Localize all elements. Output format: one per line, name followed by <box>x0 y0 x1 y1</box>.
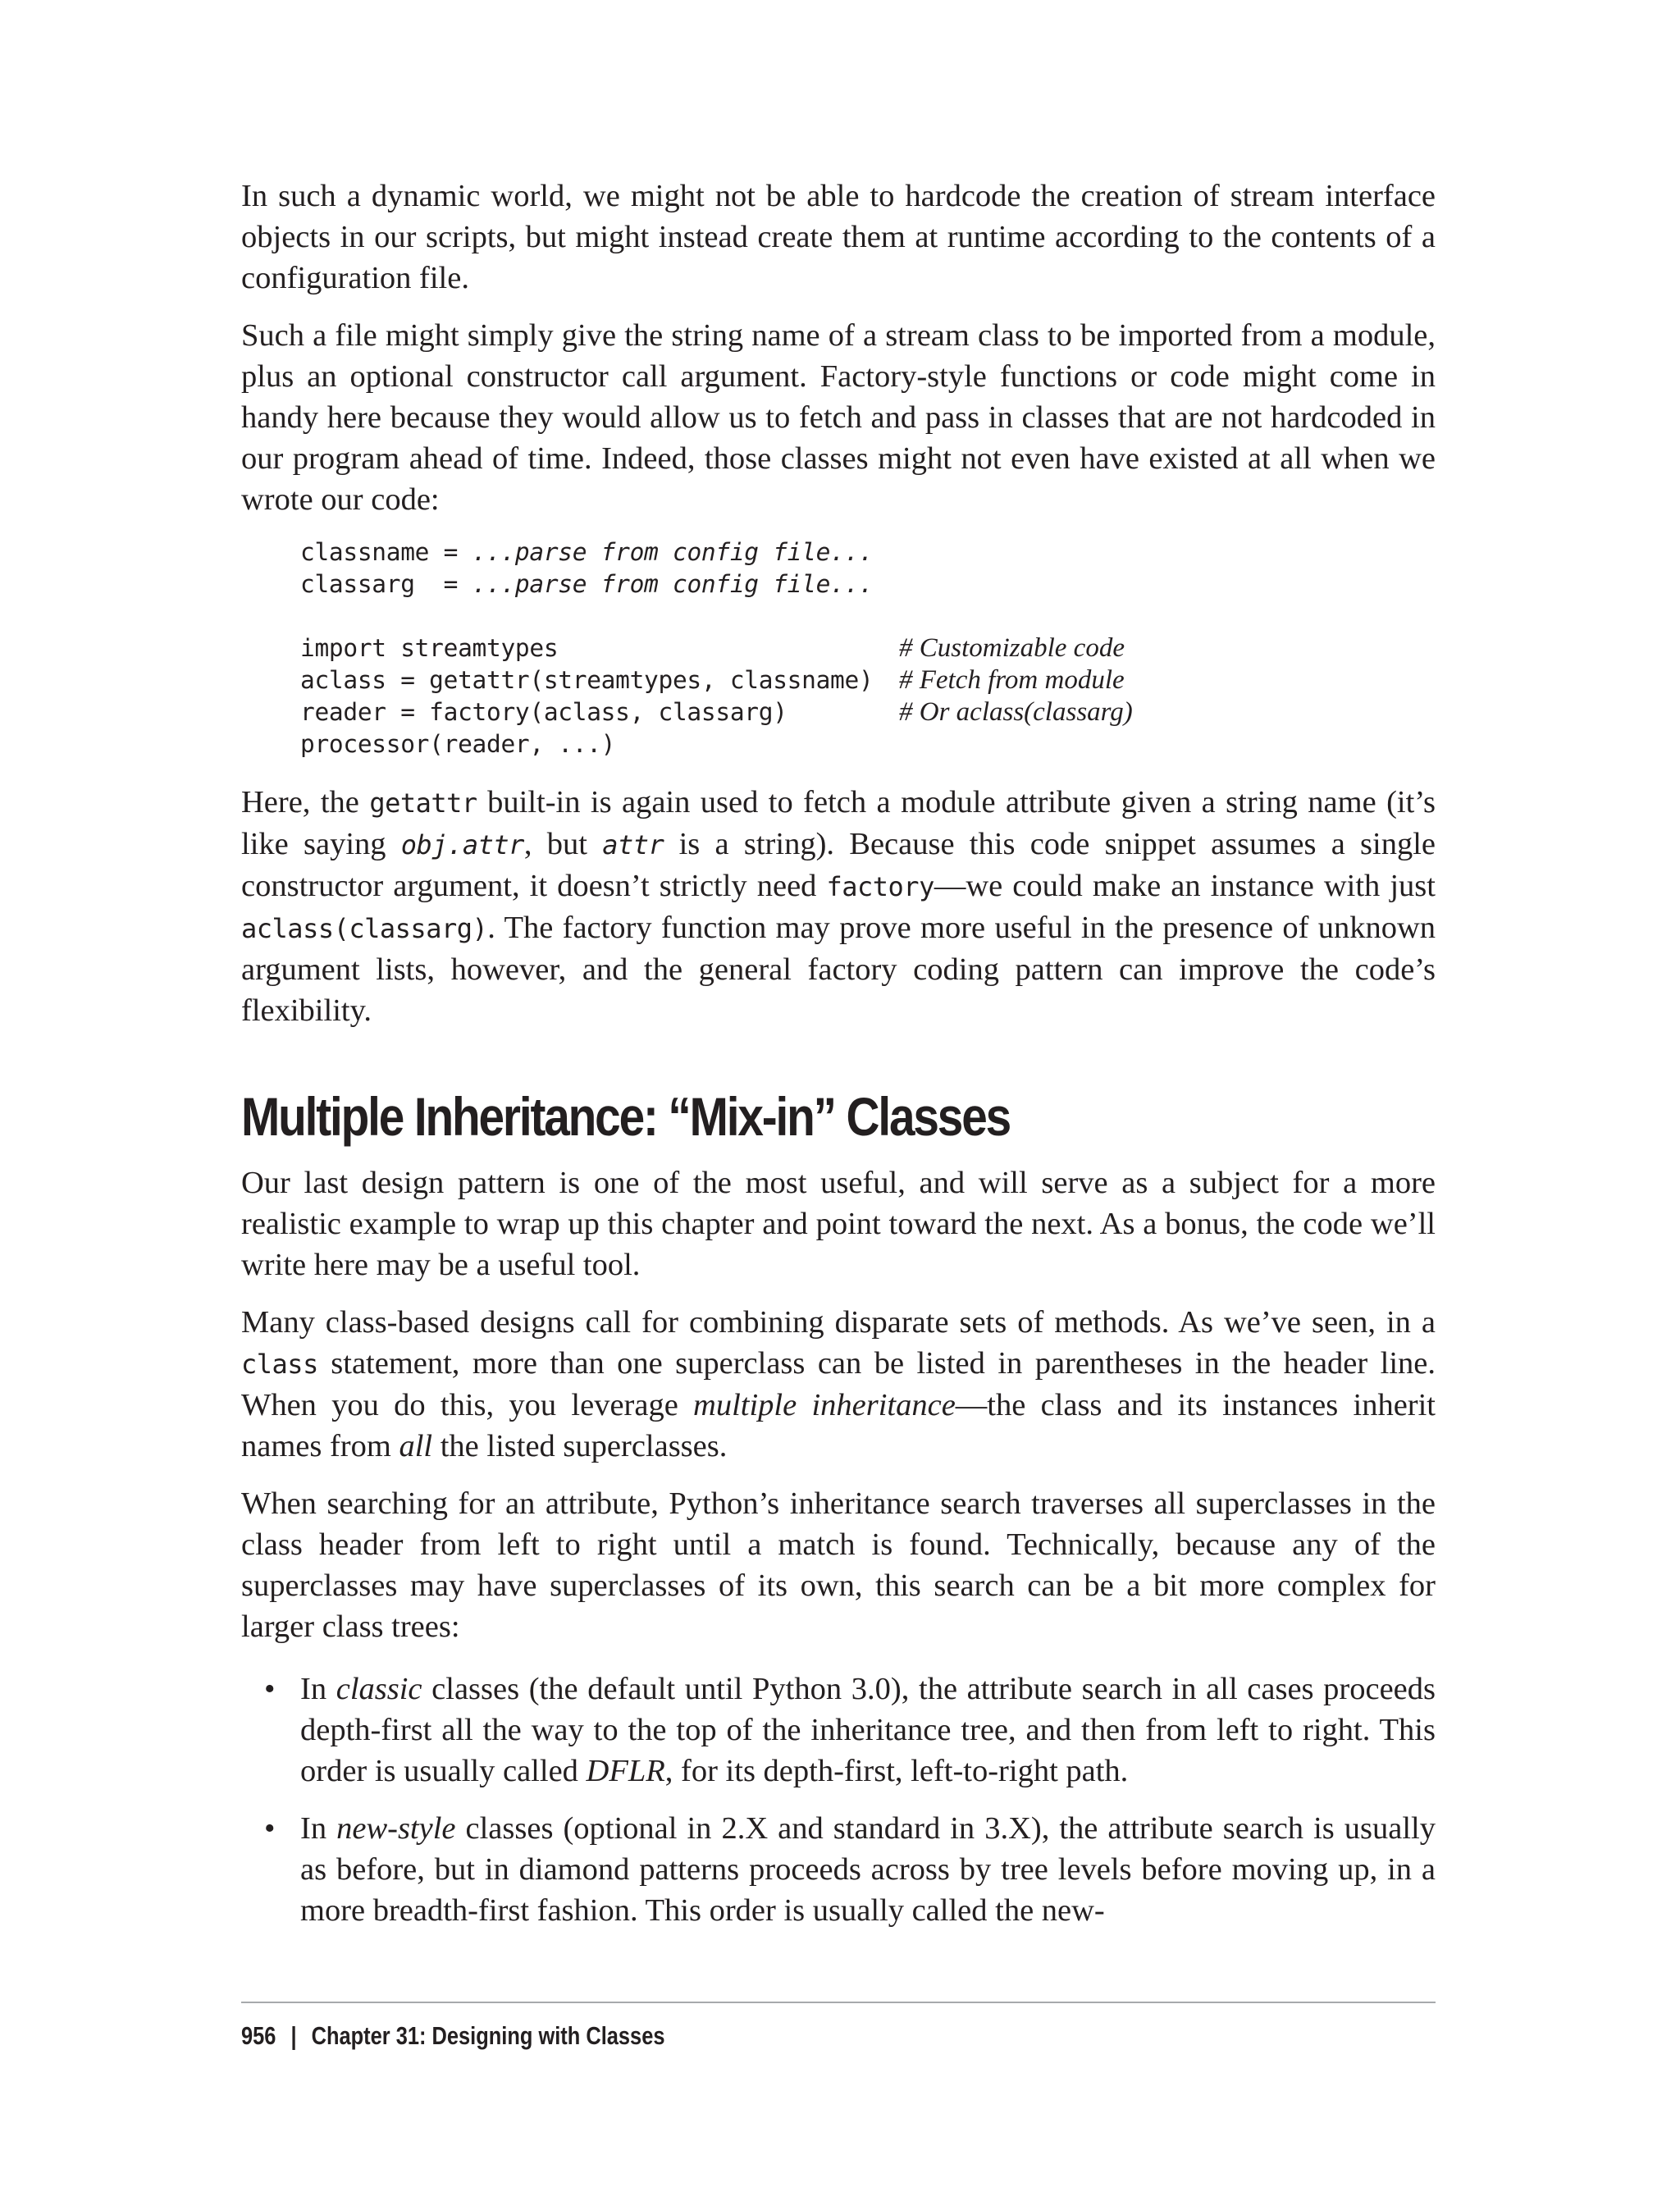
code-line-classarg: classarg = ...parse from config file... <box>300 570 874 598</box>
paragraph-getattr-explanation: Here, the getattr built-in is again used to fetch a module attribute given a string name (it’s like saying obj.attr, but attr is a string). Because this code snippet assumes a single constructor argument, it doesn’t strictly need factory—we could make an instance with just aclass(classarg). The factory function may prove more useful in the presence of unknown argument lists, however, and the general factory coding pattern can improve the code’s flexibility. <box>241 785 1436 1028</box>
page-number: 956 <box>241 2021 276 2050</box>
code-line-processor: processor(reader, ...) <box>300 730 616 758</box>
code-comment: # Or aclass(classarg) <box>899 697 1133 727</box>
inline-code-class: class <box>241 1349 318 1380</box>
bullet-list <box>241 1669 1436 1931</box>
code-line-classname: classname = ...parse from config file... <box>300 538 874 566</box>
paragraph-multiple-inheritance: Many class-based designs call for combining disparate sets of methods. As we’ve seen, in a class statement, more than one superclass can be listed in parentheses in the header line. When you do this, you leverage multiple inheritance—the class and its instances inherit names from all the listed superclasses. <box>241 1305 1436 1463</box>
code-line-import: import streamtypes # Customizable code <box>300 633 1125 663</box>
code-block-factory <box>300 536 1436 760</box>
paragraph-inheritance-search: When searching for an attribute, Python’s inheritance search traverses all superclasses in the class header from left to right until a match is found. Technically, because any of the superclasses may have superclasses of its own, this search can be a bit more complex for larger class trees: <box>241 1486 1436 1644</box>
inline-code-aclass: aclass(classarg) <box>241 913 488 944</box>
code-line-blank <box>300 600 1436 632</box>
bullet-icon: • <box>264 1811 276 1846</box>
inline-code-obj-attr: obj.attr <box>400 829 524 861</box>
code-comment: # Fetch from module <box>899 665 1125 695</box>
paragraph-last-pattern: Our last design pattern is one of the most useful, and will serve as a subject for a more realistic example to wrap up this chapter and point toward the next. As a bonus, the code we’ll write here may be a useful tool. <box>241 1166 1436 1282</box>
bullet-icon: • <box>264 1672 276 1706</box>
code-comment: # Customizable code <box>899 633 1125 663</box>
paragraph-config-file: Such a file might simply give the string name of a stream class to be imported from a module, plus an optional constructor call argument. Factory-style functions or code might come in handy here because they would allow us to fetch and pass in classes that are not hardcoded in our program ahead of time. Indeed, those classes might not even have existed at all when we wrote our code: <box>241 318 1436 517</box>
code-line-reader: reader = factory(aclass, classarg) # Or aclass(classarg) <box>300 697 1133 727</box>
inline-code-factory: factory <box>826 871 934 902</box>
page-content <box>241 176 1436 1947</box>
list-item-classic: • In classic classes (the default until Python 3.0), the attribute search in all cases proceeds depth-first all the way to the top of the inheritance tree, and then from left to right. This order is usually called DFLR, for its depth-first, left-to-right path. <box>241 1669 1436 1792</box>
section-heading: Multiple Inheritance: “Mix-in” Classes <box>241 1086 1011 1147</box>
paragraph-dynamic-world: In such a dynamic world, we might not be able to hardcode the creation of stream interface objects in our scripts, but might instead create them at runtime according to the contents of a configuration file. <box>241 179 1436 295</box>
footer-separator: | <box>290 2021 297 2050</box>
inline-code-getattr: getattr <box>369 788 477 819</box>
list-item-new-style: • In new-style classes (optional in 2.X and standard in 3.X), the attribute search is usually as before, but in diamond patterns proceeds across by tree levels before moving up, in a more breadth-first fashion. This order is usually called the new- <box>241 1808 1436 1931</box>
code-line-getattr: aclass = getattr(streamtypes, classname) # Fetch from module <box>300 665 1125 695</box>
inline-code-attr: attr <box>602 829 664 861</box>
page-footer <box>241 2002 1436 2051</box>
chapter-title: Chapter 31: Designing with Classes <box>311 2021 665 2050</box>
